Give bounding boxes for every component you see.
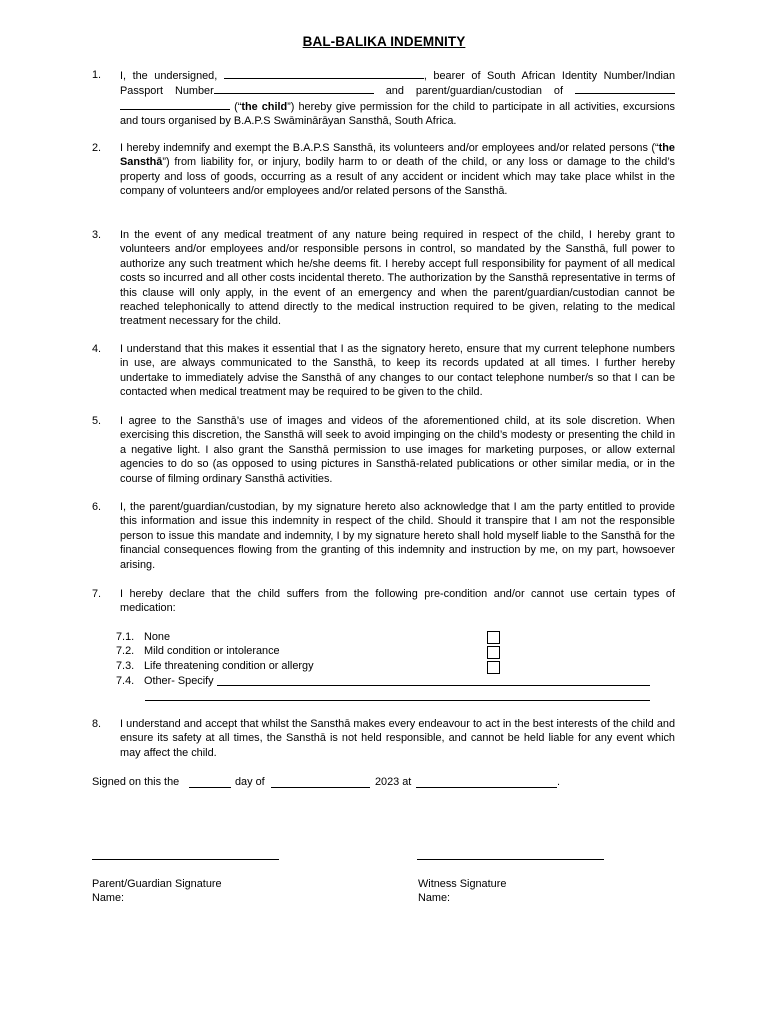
clause-number: 3.: [92, 229, 102, 241]
clause-text: I agree to the Sansthā’s use of images and videos of the aforementioned child, at its sole discretion. When exercising this discretion, the Sansthā will seek to avoid impinging on the child’s modesty or presenting the child in a negative light. I also grant the Sansthā permission to use images for marketing purposes, or allow external agencies to do so (as opposed to using pictures in Sansthā-related publications or other similar media, or in the course of filming ordinary Sansthā activities.: [120, 415, 675, 485]
other-specify-line[interactable]: [217, 685, 650, 686]
other-specify-line-2[interactable]: [145, 700, 650, 701]
year-at-label: 2023 at: [375, 776, 412, 788]
clause-text: I hereby declare that the child suffers from the following pre-condition and/or cannot use certain types of medication:: [120, 588, 675, 615]
witness-signature-line[interactable]: [417, 859, 604, 860]
id-passport-number-field[interactable]: [214, 83, 374, 94]
clause-text: In the event of any medical treatment of any nature being required in respect of the child, I hereby grant to volunteers and/or employees and/or responsible persons in control, so mandated by the Sansthā, full power to authorize any such treatment which he/she deems fit. I hereby accept full responsibility for payment of all medical costs so incurred and all other costs incidental thereto. The authorization by the Sansthā representative in terms of this clause will only apply, in the event of an emergency and when the parent/guardian/custodian cannot be reached telephonically to attend directly to the medical instruction required to be given, relating to the medical treatment necessary for the child.: [120, 229, 675, 328]
clause-text: ”) from liability for, or injury, bodily harm to or death of the child, or any loss or damage to the child’s property and loss of goods, occurring as a result of any accident or incident which may take place whilst in the company of volunteers and/or employees and/or related persons of the Sansthā.: [120, 156, 675, 198]
option-number: 7.4.: [116, 675, 135, 687]
option-other: [116, 674, 676, 688]
clause-text: I hereby indemnify and exempt the B.A.P.S Sansthā, its volunteers and/or employees and/or related persons (“: [120, 142, 659, 154]
clause-3: [92, 228, 675, 329]
option-none: [116, 630, 676, 644]
undersigned-name-field[interactable]: [224, 68, 424, 79]
clause-6: [92, 500, 675, 572]
clause-1: [92, 68, 675, 129]
clause-7: [92, 587, 675, 616]
option-label: Other- Specify: [144, 675, 214, 687]
signed-on-label: Signed on this the: [92, 776, 180, 788]
option-mild-condition: [116, 644, 676, 658]
clause-number: 7.: [92, 588, 102, 600]
option-label: Mild condition or intolerance: [144, 645, 280, 657]
signed-place-field[interactable]: [416, 787, 557, 788]
signed-period: .: [557, 776, 561, 788]
clause-number: 1.: [92, 69, 102, 81]
option-life-threatening: [116, 659, 676, 673]
clause-number: 5.: [92, 415, 102, 427]
witness-name-label: Name:: [418, 892, 451, 904]
clause-text: , bearer of South African Identity Number/Indian Passport Number: [120, 70, 676, 98]
option-number: 7.1.: [116, 631, 135, 643]
parent-signature-label: Parent/Guardian Signature: [92, 878, 222, 890]
clause-4: [92, 342, 675, 400]
witness-signature-label: Witness Signature: [418, 878, 507, 890]
signed-month-field[interactable]: [271, 787, 370, 788]
day-of-label: day of: [235, 776, 265, 788]
checkbox-life-threatening[interactable]: [487, 661, 500, 674]
document-title: BAL-BALIKA INDEMNITY: [302, 34, 466, 49]
checkbox-mild-condition[interactable]: [487, 646, 500, 659]
clause-text: I, the undersigned,: [120, 70, 218, 82]
defined-term: the Sansthā: [120, 142, 675, 169]
parent-name-label: Name:: [92, 892, 125, 904]
child-name-field[interactable]: [575, 83, 675, 94]
option-number: 7.3.: [116, 660, 135, 672]
clause-8: [92, 717, 675, 760]
clause-number: 2.: [92, 142, 102, 154]
clause-text: I understand that this makes it essential that I as the signatory hereto, ensure that my current telephone numbers in use, are always communicated to the Sansthā, to keep its records updated at all times. I further hereby undertake to immediately advise the Sansthā of any changes to our contact telephone number/s so that I can be contacted when medical treatment may be required to be given to the child.: [120, 343, 675, 399]
option-label: Life threatening condition or allergy: [144, 660, 314, 672]
signed-day-field[interactable]: [189, 787, 231, 788]
clause-2: [92, 141, 675, 199]
clause-number: 4.: [92, 343, 102, 355]
clause-text: (“: [234, 100, 242, 113]
clause-5: [92, 414, 675, 486]
option-label: None: [144, 631, 171, 643]
child-name-field-continued[interactable]: [120, 99, 230, 110]
clause-text: I understand and accept that whilst the Sansthā makes every endeavour to act in the best interests of the child and ensure its safety at all times, the Sansthā is not held responsible, and cannot be held liable for any event which may affect the child.: [120, 718, 675, 759]
clause-text: and parent/guardian/custodian of: [385, 85, 563, 98]
defined-term: the child: [241, 100, 288, 113]
clause-number: 8.: [92, 718, 102, 730]
clause-text: ”) hereby give permission for the child to participate in all activities, excursions and tours organised by B.A.P.S Swāminārāyan Sansthā, South Africa.: [120, 100, 675, 128]
clause-text: I, the parent/guardian/custodian, by my signature hereto also acknowledge that I am the party entitled to provide this information and issue this indemnity in respect of the child. Should it transpire that I am not the responsible person to issue this mandate and indemnity, I by my signature hereto shall hold myself liable to the Sansthā for the financial consequences flowing from the granting of this indemnity and instruction by me, on my part, howsoever arising.: [120, 501, 675, 571]
clause-number: 6.: [92, 501, 102, 513]
parent-signature-line[interactable]: [92, 859, 279, 860]
checkbox-none[interactable]: [487, 631, 500, 644]
option-number: 7.2.: [116, 645, 135, 657]
